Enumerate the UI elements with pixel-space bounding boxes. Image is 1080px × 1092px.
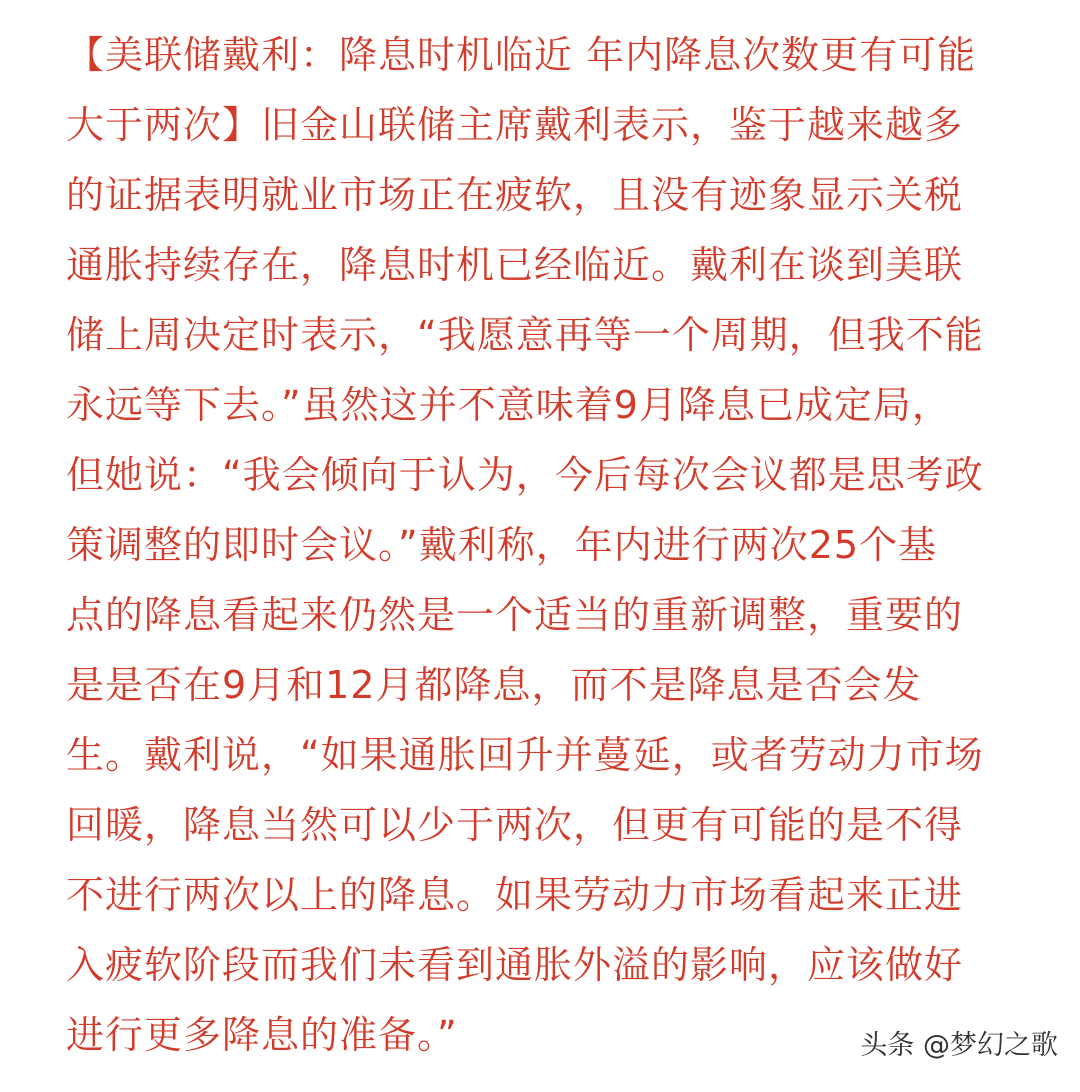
article-line: 永远等下去。”虽然这并不意味着9月降息已成定局， bbox=[66, 383, 951, 427]
article-line: 是是否在9月和12月都降息，而不是降息是否会发 bbox=[66, 663, 922, 707]
article-line: 点的降息看起来仍然是一个适当的重新调整，重要的 bbox=[66, 593, 964, 637]
article-line: 【美联储戴利：降息时机临近 年内降息次数更有可能 bbox=[66, 33, 977, 77]
article-line: 进行更多降息的准备。” bbox=[66, 1013, 458, 1057]
article-line: 大于两次】旧金山联储主席戴利表示，鉴于越来越多 bbox=[66, 103, 964, 147]
article-line: 回暖，降息当然可以少于两次，但更有可能的是不得 bbox=[66, 803, 964, 847]
article-line: 通胀持续存在，降息时机已经临近。戴利在谈到美联 bbox=[66, 243, 964, 287]
article-line: 储上周决定时表示，“我愿意再等一个周期，但我不能 bbox=[66, 313, 984, 357]
article-line: 的证据表明就业市场正在疲软，且没有迹象显示关税 bbox=[66, 173, 964, 217]
article-line: 策调整的即时会议。”戴利称，年内进行两次25个基 bbox=[66, 523, 938, 567]
article-body bbox=[66, 20, 1056, 1070]
article-line: 入疲软阶段而我们未看到通胀外溢的影响，应该做好 bbox=[66, 943, 964, 987]
article-line: 生。戴利说，“如果通胀回升并蔓延，或者劳动力市场 bbox=[66, 733, 984, 777]
article-line: 不进行两次以上的降息。如果劳动力市场看起来正进 bbox=[66, 873, 964, 917]
article-line: 但她说：“我会倾向于认为，今后每次会议都是思考政 bbox=[66, 453, 984, 497]
watermark-label: 头条 @梦幻之歌 bbox=[860, 1030, 1058, 1061]
